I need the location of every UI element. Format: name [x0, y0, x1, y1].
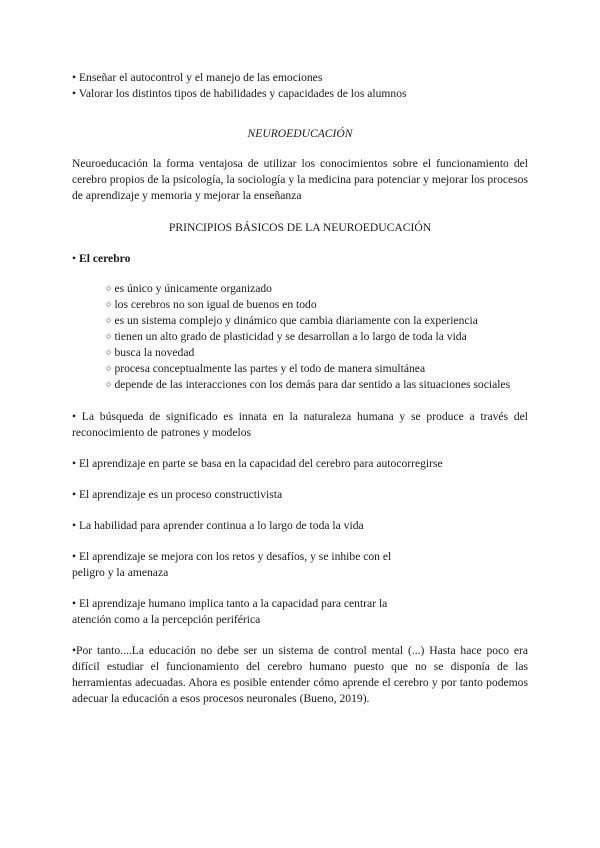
principle-challenge-line-1: • El aprendizaje se mejora con los retos y desafíos, y se inhibe con el [72, 550, 392, 563]
circle-bullet-icon: ○ [106, 315, 112, 325]
principle-point-2: • El aprendizaje en parte se basa en la capacidad del cerebro para autocorregirse [72, 457, 443, 470]
principle-point-1: • La búsqueda de significado es innata en la naturaleza humana y se produce a través del reconocimiento de patrones y modelos [72, 410, 528, 439]
principle-attention-line-2: atención como a la percepción periférica [72, 613, 261, 626]
principle-point-4: • La habilidad para aprender continua a lo largo de toda la vida [72, 519, 364, 532]
bullet-icon: • [72, 252, 77, 265]
circle-bullet-icon: ○ [106, 363, 112, 373]
circle-bullet-icon: ○ [106, 379, 112, 389]
brain-title: El cerebro [78, 252, 131, 265]
list-item: ○ depende de las interacciones con los demás para dar sentido a las situaciones sociales [106, 378, 511, 391]
circle-bullet-icon: ○ [106, 331, 112, 341]
circle-bullet-icon: ○ [106, 283, 112, 293]
list-item: ○ es un sistema complejo y dinámico que cambia diariamente con la experiencia [106, 314, 478, 327]
circle-bullet-icon: ○ [106, 299, 112, 309]
principle-attention-line-1: • El aprendizaje humano implica tanto a la capacidad para centrar la [72, 597, 388, 610]
principle-point-3: • El aprendizaje es un proceso constructivista [72, 488, 283, 501]
circle-bullet-icon: ○ [106, 347, 112, 357]
list-item: ○ busca la novedad [106, 346, 195, 359]
list-item: ○ es único y únicamente organizado [106, 282, 272, 295]
intro-bullet-1: • Enseñar el autocontrol y el manejo de las emociones [72, 71, 323, 84]
neuroeducacion-paragraph: Neuroeducación la forma ventajosa de utilizar los conocimientos sobre el funcionamiento del cerebro propios de la psicología, la sociología y la medicina para potenciar y mejorar los procesos de aprendizaje y memoria y mejorar la enseñanza [72, 157, 528, 202]
principle-challenge-line-2: peligro y la amenaza [72, 566, 169, 579]
list-item: ○ los cerebros no son igual de buenos en todo [106, 298, 317, 311]
document-page [72, 70, 528, 707]
brain-sublist [72, 281, 528, 393]
list-item: ○ procesa conceptualmente las partes y el todo de manera simultánea [106, 362, 426, 375]
list-item: ○ tienen un alto grado de plasticidad y se desarrollan a lo largo de toda la vida [106, 330, 467, 343]
principles-heading: PRINCIPIOS BÁSICOS DE LA NEUROEDUCACIÓN [168, 221, 432, 234]
conclusion-paragraph: •Por tanto....La educación no debe ser un sistema de control mental (...) Hasta hace poco era difícil estudiar el funcionamiento del cerebro humano puesto que no se disponía de las herramientas adecuadas. Ahora es posible entender cómo aprende el cerebro y por tanto podemos adecuar la educación a esos procesos neuronales (Bueno, 2019). [72, 644, 528, 705]
intro-bullet-2: • Valorar los distintos tipos de habilidades y capacidades de los alumnos [72, 87, 407, 100]
brain-title-line [72, 251, 528, 267]
neuroeducacion-heading: NEUROEDUCACIÓN [247, 127, 353, 140]
